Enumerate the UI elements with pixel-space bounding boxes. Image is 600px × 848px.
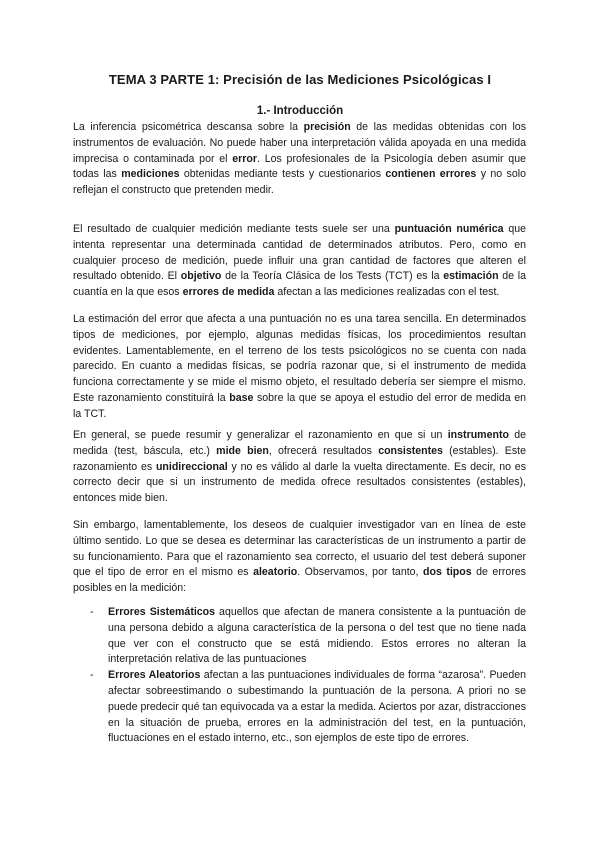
bold-term: Errores Aleatorios [108, 669, 201, 682]
bold-term: Errores Sistemáticos [108, 606, 216, 618]
error-types-list [73, 605, 526, 747]
list-item-text: Errores Aleatorios afectan a las puntuaciones individuales de forma “azarosa”. Pueden afectar sobreestimando o subestimando la puntuación de la persona. A priori no se puede predecir qué tan equivocada va a estar la medida. Aciertos por azar, distracciones en la situación de prueba, errores en la administración del test, en la puntuación, fluctuaciones en el estado interno, etc., son ejemplos de este tipo de errores. [108, 669, 527, 745]
list-bullet: - [90, 606, 94, 618]
list-item [73, 668, 526, 747]
bold-term: base [229, 391, 254, 404]
bold-term: contienen errores [385, 168, 477, 181]
paragraph: Sin embargo, lamentablemente, los deseos de cualquier investigador van en línea de este último sentido. Lo que se desea es determinar las características de un instrumento a partir de su funcionamiento. Para que el razonamiento sea correcto, el usuario del test deberá suponer que el tipo de error en el mismo es aleatorio. Observamos, por tanto, dos tipos de errores posibles en la medición: [73, 519, 526, 595]
bold-term: dos tipos [423, 566, 472, 579]
list-bullet: - [90, 669, 94, 682]
list-item [73, 605, 526, 668]
bold-term: instrumento [447, 429, 509, 441]
paragraph: En general, se puede resumir y generalizar el razonamiento en que si un instrumento de medida (test, báscula, etc.) mide bien, ofrecerá resultados consistentes (estables). Este razonamiento es unidireccional y no es válido al darle la vuelta directamente. Es decir, no es correcto decir que si un instrumento de medida ofrece resultados consistentes (estables), entonces mide bien. [73, 429, 527, 505]
bold-term: mide bien [216, 444, 269, 457]
bold-term: unidireccional [155, 460, 228, 473]
bold-term: consistentes [378, 444, 443, 457]
bold-term: precisión [303, 121, 351, 133]
list-item-text: Errores Sistemáticos aquellos que afectan de manera consistente a la puntuación de una persona debido a alguna característica de la persona o del test que no tiene nada que ver con el constructo que se está midiendo. Estos errores no alteran la interpretación relativa de las puntuaciones [108, 606, 526, 666]
paragraph: La estimación del error que afecta a una puntuación no es una tarea sencilla. En determinados tipos de mediciones, por ejemplo, algunas medidas físicas, los procedimientos resultan evidentes. Lamentablemente, en el terreno de los tests psicológicos no se cuenta con nada parecido. En cuanto a medidas físicas, se podría razonar que, si el instrumento de medida funciona correctamente y se mide el mismo objeto, el resultado debería ser siempre el mismo. Este razonamiento constituirá la base sobre la que se apoya el estudio del error de medida en la TCT. [73, 313, 527, 420]
bold-term: error [232, 152, 257, 165]
bold-term: mediciones [121, 168, 180, 181]
paragraph: La inferencia psicométrica descansa sobre la precisión de las medidas obtenidas con los instrumentos de evaluación. No puede haber una interpretación válida apoyada en una medida imprecisa o contaminada por el error. Los profesionales de la Psicología deben asumir que todas las mediciones obtenidas mediante tests y cuestionarios contienen errores y no solo reflejan el constructo que pretenden medir. [73, 121, 526, 197]
bold-term: objetivo [180, 270, 222, 283]
section-heading: 1.- Introducción [256, 105, 344, 117]
bold-term: errores de medida [182, 286, 275, 299]
bold-term: estimación [443, 270, 499, 283]
bold-term: aleatorio [253, 566, 298, 579]
bold-term: puntuación numérica [394, 223, 504, 235]
page-title: TEMA 3 PARTE 1: Precisión de las Mediciones Psicológicas I [108, 72, 492, 87]
paragraph: El resultado de cualquier medición mediante tests suele ser una puntuación numérica que intenta representar una determinada cantidad de determinados atributos. Pero, como en cualquier proceso de medición, puede influir una gran cantidad de factores que alteren el resultado obtenido. El objetivo de la Teoría Clásica de los Tests (TCT) es la estimación de la cuantía en la que esos errores de medida afectan a las mediciones realizadas con el test. [73, 223, 527, 299]
